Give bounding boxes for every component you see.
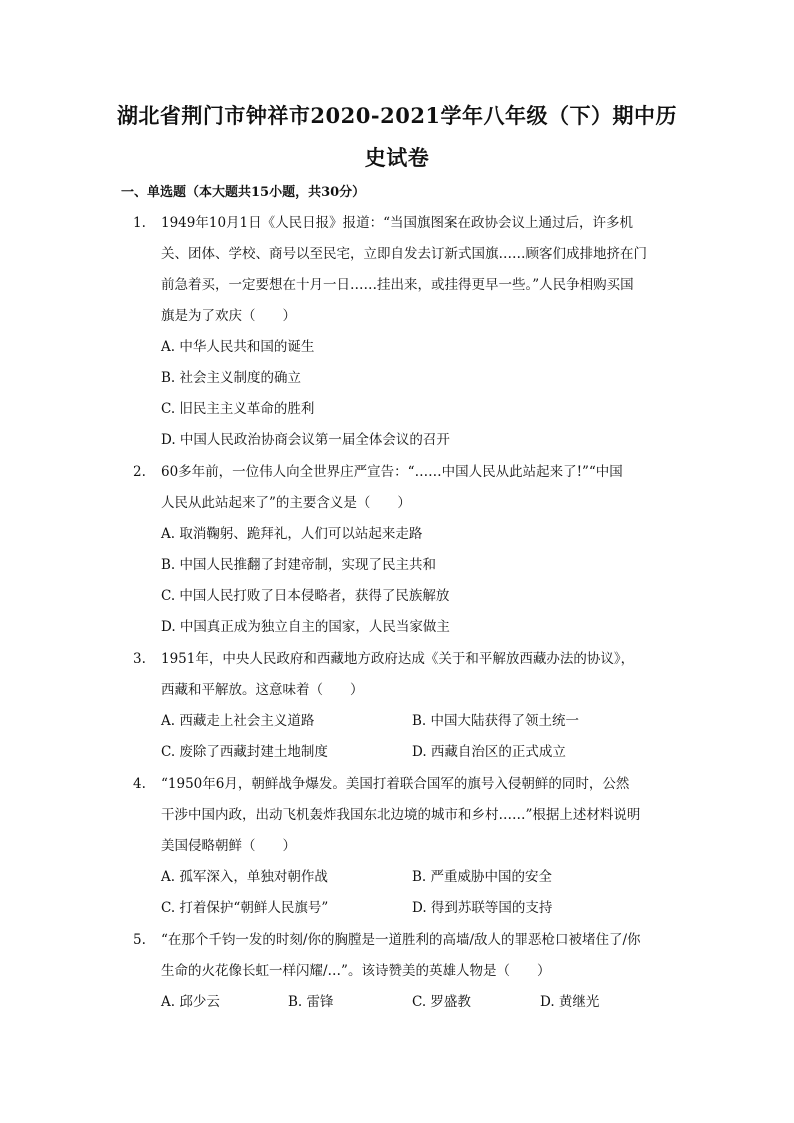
question-5-option-c[interactable]: C. 罗盛教 [412,994,471,1010]
question-1-number: 1. [133,215,146,231]
question-1-stem-line: 1949年10月1日《人民日报》报道：“当国旗图案在政协会议上通过后，许多机 [161,215,634,231]
question-3-option-d[interactable]: D. 西藏自治区的正式成立 [412,744,566,760]
question-4-option-d[interactable]: D. 得到苏联等国的支持 [412,900,553,916]
question-3-stem-line: 西藏和平解放。这意味着（ ） [161,682,364,698]
question-4-stem-line: “1950年6月，朝鲜战争爆发。美国打着联合国军的旗号入侵朝鲜的同时，公然 [161,776,630,792]
question-5-option-d[interactable]: D. 黄继光 [540,994,600,1010]
section-header: 一、单选题（本大题共15小题，共30分） [121,185,366,200]
question-4-option-c[interactable]: C. 打着保护“朝鲜人民旗号” [161,900,329,916]
question-3-option-c[interactable]: C. 废除了西藏封建土地制度 [161,744,328,760]
question-1-stem-line: 关、团体、学校、商号以至民宅，立即自发去订新式国旗……顾客们成排地挤在门 [161,246,647,262]
question-5-stem-line: “在那个千钧一发的时刻/你的胸膛是一道胜利的高墙/敌人的罪恶枪口被堵住了/你 [161,932,641,948]
question-2-option-b[interactable]: B. 中国人民推翻了封建帝制，实现了民主共和 [161,557,437,573]
question-4-option-a[interactable]: A. 孤军深入，单独对朝作战 [161,869,328,885]
question-1-option-c[interactable]: C. 旧民主主义革命的胜利 [161,401,315,417]
question-1-stem-line: 前急着买，一定要想在十月一日……挂出来，或挂得更早一些。”人民争相购买国 [161,277,634,293]
question-1-option-d[interactable]: D. 中国人民政治协商会议第一届全体会议的召开 [161,432,450,448]
question-3-option-b[interactable]: B. 中国大陆获得了领土统一 [412,713,580,729]
question-3-stem-line: 1951年，中央人民政府和西藏地方政府达成《关于和平解放西藏办法的协议》， [161,651,635,667]
question-2-option-d[interactable]: D. 中国真正成为独立自主的国家，人民当家做主 [161,619,450,635]
question-5-option-b[interactable]: B. 雷锋 [288,994,334,1010]
question-4-option-b[interactable]: B. 严重威胁中国的安全 [412,869,553,885]
question-2-stem-line: 人民从此站起来了”的主要含义是（ ） [161,495,411,511]
question-4-stem-line: 干涉中国内政，出动飞机轰炸我国东北边境的城市和乡村……”根据上述材料说明 [161,807,641,823]
question-1-stem-line: 旗是为了欢庆（ ） [161,308,296,324]
question-1-option-b[interactable]: B. 社会主义制度的确立 [161,370,302,386]
exam-title-line-2: 史试卷 [364,145,430,170]
question-4-stem-line: 美国侵略朝鲜（ ） [161,838,296,854]
question-5-stem-line: 生命的火花像长虹一样闪耀/…”。该诗赞美的英雄人物是（ ） [161,963,551,979]
question-2-stem-line: 60多年前，一位伟人向全世界庄严宣告：“……中国人民从此站起来了!”“中国 [161,464,623,480]
question-2-option-a[interactable]: A. 取消鞠躬、跪拜礼，人们可以站起来走路 [161,526,423,542]
question-2-number: 2. [133,464,146,480]
question-2-option-c[interactable]: C. 中国人民打败了日本侵略者，获得了民族解放 [161,588,450,604]
question-4-number: 4. [133,776,146,792]
question-3-option-a[interactable]: A. 西藏走上社会主义道路 [161,713,315,729]
question-5-number: 5. [133,932,146,948]
question-5-option-a[interactable]: A. 邱少云 [161,994,220,1010]
question-1-option-a[interactable]: A. 中华人民共和国的诞生 [161,339,315,355]
question-3-number: 3. [133,651,146,667]
exam-title-line-1: 湖北省荆门市钟祥市2020-2021学年八年级（下）期中历 [116,103,678,128]
